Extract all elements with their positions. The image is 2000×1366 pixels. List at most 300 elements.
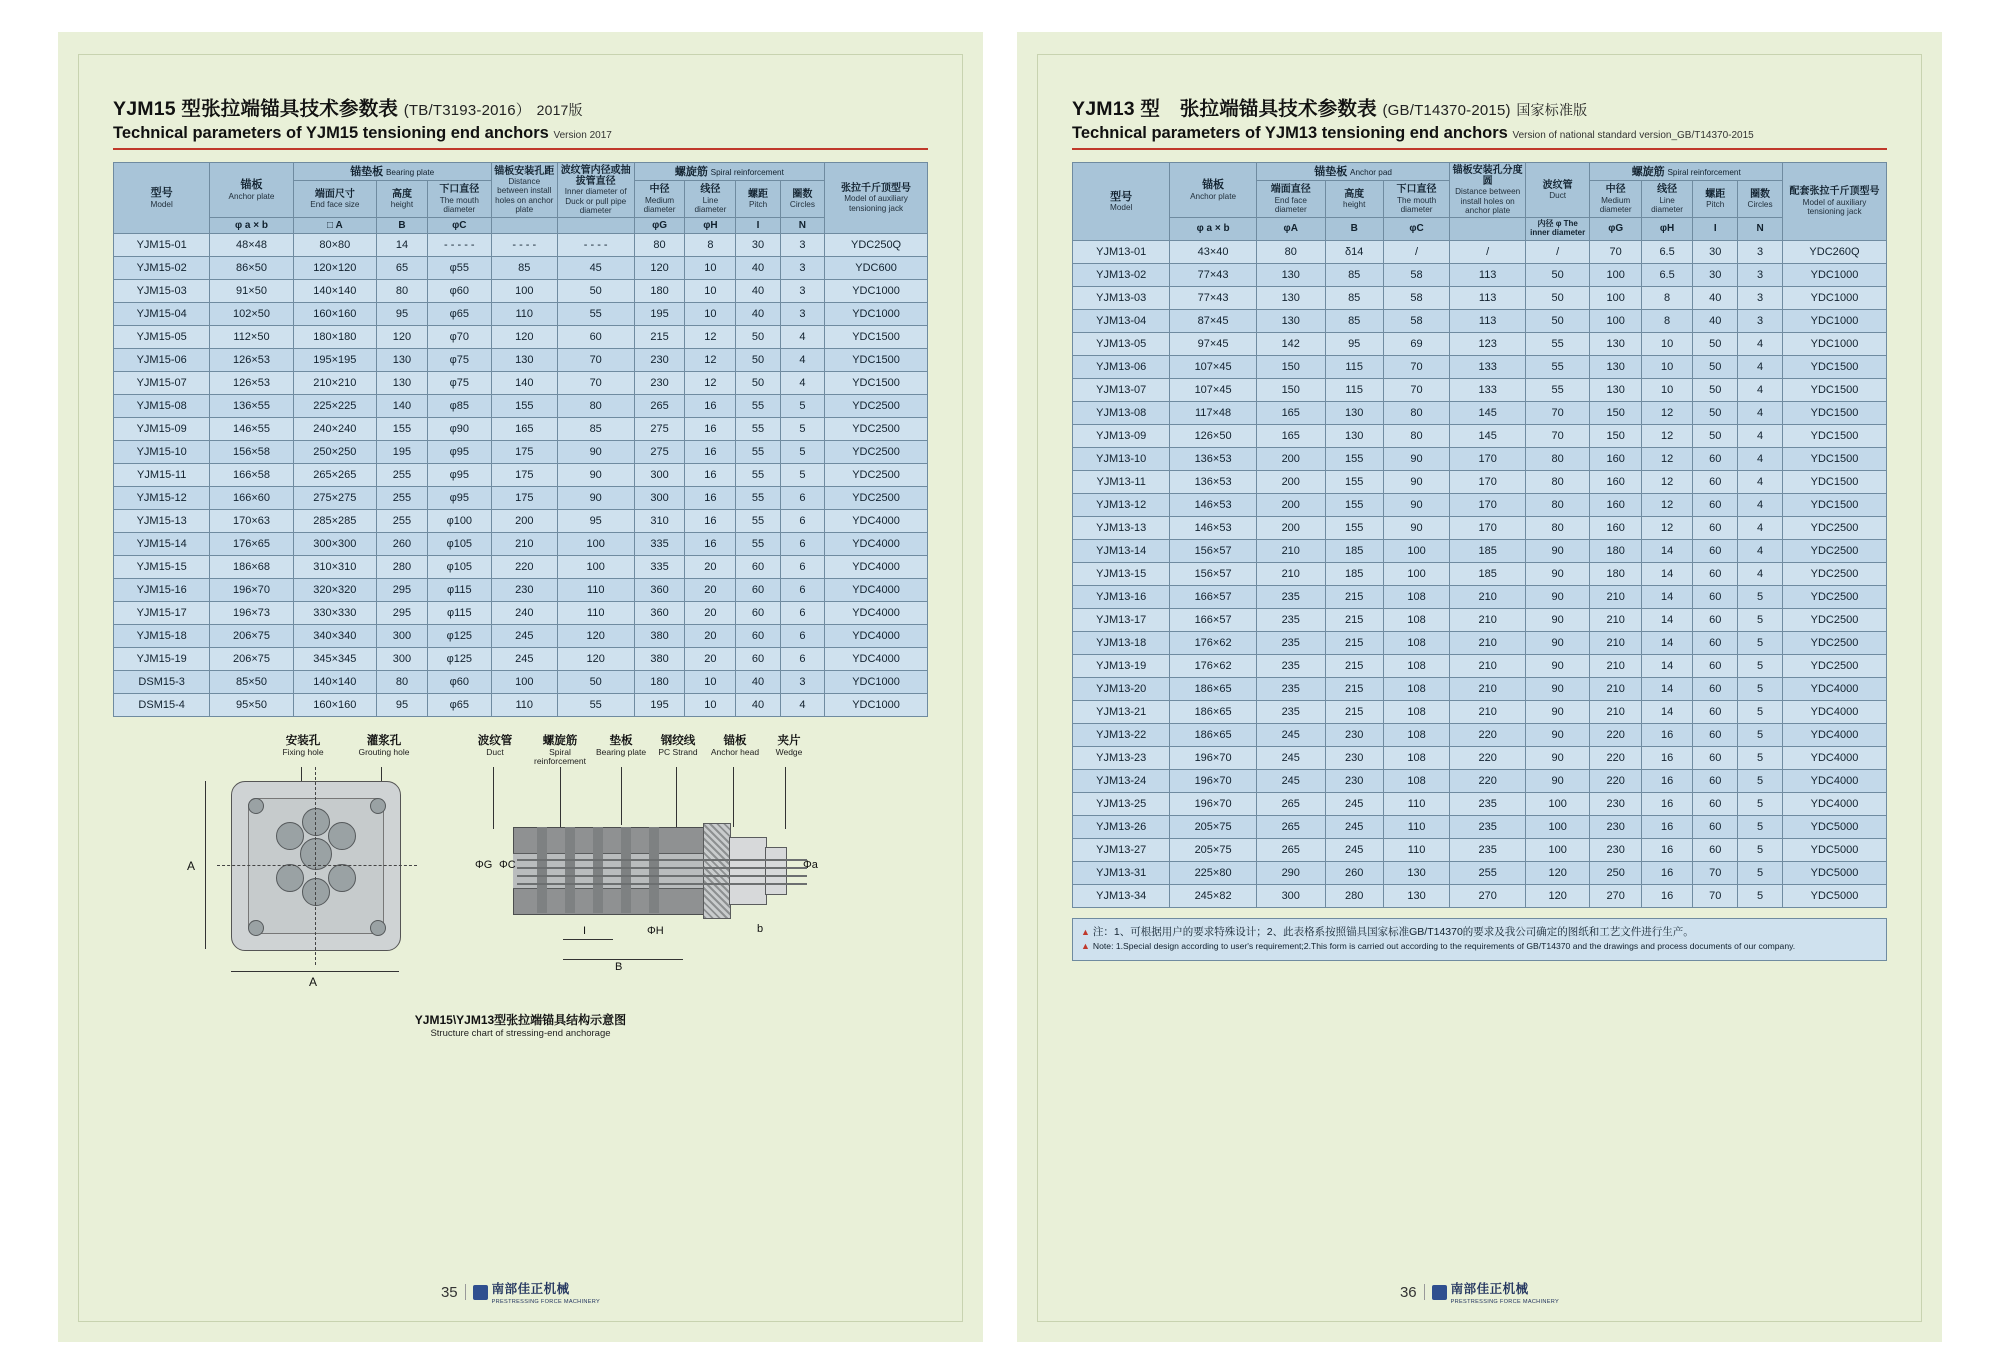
yjm13-cell-r22-c6: 90 <box>1525 746 1590 769</box>
yjm15-cell-r3-c10: 3 <box>780 303 824 326</box>
yjm13-cell-r1-c5: 113 <box>1450 263 1525 286</box>
yjm15-cell-r17-c0: YJM15-18 <box>114 625 210 648</box>
yjm13-cell-r26-c2: 265 <box>1256 838 1325 861</box>
yjm13-cell-r11-c2: 200 <box>1256 493 1325 516</box>
yjm15-cell-r1-c3: 65 <box>377 257 428 280</box>
yjm15-cell-r8-c8: 16 <box>685 418 736 441</box>
yjm13-cell-r12-c1: 146×53 <box>1170 516 1256 539</box>
yjm13-cell-r12-c9: 60 <box>1693 516 1738 539</box>
table-row <box>1073 470 1887 493</box>
yjm13-cell-r22-c1: 196×70 <box>1170 746 1256 769</box>
yjm13-cell-r25-c1: 205×75 <box>1170 815 1256 838</box>
yjm15-cell-r2-c9: 40 <box>736 280 780 303</box>
yjm15-cell-r6-c2: 210×210 <box>293 372 376 395</box>
yjm13-cell-r14-c2: 210 <box>1256 562 1325 585</box>
yjm15-cell-r0-c0: YJM15-01 <box>114 234 210 257</box>
dim-b: b <box>757 923 764 936</box>
yjm13-cell-r6-c3: 115 <box>1325 378 1383 401</box>
yjm13-cell-r13-c5: 185 <box>1450 539 1525 562</box>
yjm13-cell-r6-c5: 133 <box>1450 378 1525 401</box>
yjm13-cell-r3-c1: 87×45 <box>1170 309 1256 332</box>
fixing-hole-tr <box>370 798 386 814</box>
yjm13-cell-r21-c7: 220 <box>1590 723 1641 746</box>
yjm13-cell-r20-c9: 60 <box>1693 700 1738 723</box>
yjm13-cell-r20-c10: 5 <box>1738 700 1783 723</box>
yjm13-cell-r15-c7: 210 <box>1590 585 1641 608</box>
yjm13-cell-r4-c0: YJM13-05 <box>1073 332 1170 355</box>
page-right-content <box>1037 54 1922 1322</box>
table-row <box>1073 562 1887 585</box>
yjm15-cell-r3-c11: YDC1000 <box>825 303 928 326</box>
page-left <box>58 32 983 1342</box>
yjm15-cell-r7-c1: 136×55 <box>210 395 293 418</box>
yjm13-cell-r22-c10: 5 <box>1738 746 1783 769</box>
label-fixing-hole: 安装孔 Fixing hole <box>282 735 324 757</box>
yjm13-cell-r13-c4: 100 <box>1383 539 1450 562</box>
yjm15-cell-r8-c2: 240×240 <box>293 418 376 441</box>
th-end-face-size: 端面尺寸 End face size <box>293 181 376 218</box>
yjm15-cell-r2-c6: 50 <box>557 280 634 303</box>
yjm13-cell-r5-c1: 107×45 <box>1170 355 1256 378</box>
table-row <box>114 510 928 533</box>
yjm15-cell-r20-c6: 55 <box>557 694 634 717</box>
yjm15-cell-r15-c2: 320×320 <box>293 579 376 602</box>
th13-end-face-diameter: 端面直径 End face diameter <box>1256 181 1325 218</box>
yjm13-cell-r26-c9: 60 <box>1693 838 1738 861</box>
yjm13-cell-r14-c9: 60 <box>1693 562 1738 585</box>
yjm15-cell-r3-c8: 10 <box>685 303 736 326</box>
yjm13-cell-r17-c9: 60 <box>1693 631 1738 654</box>
yjm13-cell-r16-c11: YDC2500 <box>1782 608 1886 631</box>
yjm15-cell-r3-c9: 40 <box>736 303 780 326</box>
yjm13-cell-r9-c8: 12 <box>1641 447 1692 470</box>
yjm13-cell-r11-c5: 170 <box>1450 493 1525 516</box>
yjm15-cell-r15-c10: 6 <box>780 579 824 602</box>
yjm15-cell-r7-c11: YDC2500 <box>825 395 928 418</box>
hole-2 <box>328 822 356 850</box>
yjm13-cell-r1-c2: 130 <box>1256 263 1325 286</box>
strand-2 <box>517 867 807 869</box>
yjm13-cell-r3-c3: 85 <box>1325 309 1383 332</box>
yjm13-cell-r13-c8: 14 <box>1641 539 1692 562</box>
left-title-cn <box>113 93 928 121</box>
yjm13-cell-r26-c0: YJM13-27 <box>1073 838 1170 861</box>
yjm13-cell-r18-c10: 5 <box>1738 654 1783 677</box>
yjm15-cell-r1-c0: YJM15-02 <box>114 257 210 280</box>
yjm15-cell-r15-c8: 20 <box>685 579 736 602</box>
yjm15-cell-r13-c5: 210 <box>491 533 557 556</box>
yjm13-cell-r22-c3: 230 <box>1325 746 1383 769</box>
yjm15-cell-r1-c2: 120×120 <box>293 257 376 280</box>
yjm15-cell-r15-c4: φ115 <box>427 579 491 602</box>
yjm13-head-row-1 <box>1073 163 1887 181</box>
table-row <box>1073 884 1887 907</box>
yjm13-cell-r19-c10: 5 <box>1738 677 1783 700</box>
table-row <box>1073 516 1887 539</box>
yjm15-cell-r19-c6: 50 <box>557 671 634 694</box>
yjm15-cell-r18-c4: φ125 <box>427 648 491 671</box>
yjm13-cell-r7-c7: 150 <box>1590 401 1641 424</box>
th-line-diameter: 线径 Line diameter <box>685 181 736 218</box>
yjm13-cell-r2-c10: 3 <box>1738 286 1783 309</box>
yjm13-cell-r22-c9: 60 <box>1693 746 1738 769</box>
yjm15-cell-r11-c11: YDC2500 <box>825 487 928 510</box>
yjm13-cell-r16-c4: 108 <box>1383 608 1450 631</box>
yjm13-cell-r2-c6: 50 <box>1525 286 1590 309</box>
logo-mark-icon <box>473 1285 488 1300</box>
structure-diagram <box>113 735 928 1040</box>
yjm15-cell-r19-c10: 3 <box>780 671 824 694</box>
yjm15-cell-r11-c4: φ95 <box>427 487 491 510</box>
yjm13-cell-r0-c2: 80 <box>1256 240 1325 263</box>
yjm15-cell-r19-c2: 140×140 <box>293 671 376 694</box>
yjm15-cell-r15-c11: YDC4000 <box>825 579 928 602</box>
yjm13-cell-r7-c9: 50 <box>1693 401 1738 424</box>
yjm13-cell-r8-c9: 50 <box>1693 424 1738 447</box>
yjm15-cell-r16-c2: 330×330 <box>293 602 376 625</box>
yjm15-cell-r14-c7: 335 <box>634 556 685 579</box>
yjm15-cell-r15-c0: YJM15-16 <box>114 579 210 602</box>
yjm13-cell-r13-c2: 210 <box>1256 539 1325 562</box>
yjm15-cell-r6-c3: 130 <box>377 372 428 395</box>
table-row <box>114 303 928 326</box>
yjm13-cell-r24-c9: 60 <box>1693 792 1738 815</box>
yjm13-cell-r9-c1: 136×53 <box>1170 447 1256 470</box>
yjm13-cell-r7-c1: 117×48 <box>1170 401 1256 424</box>
yjm15-cell-r6-c1: 126×53 <box>210 372 293 395</box>
yjm13-cell-r14-c1: 156×57 <box>1170 562 1256 585</box>
yjm13-cell-r28-c5: 270 <box>1450 884 1525 907</box>
yjm13-cell-r11-c4: 90 <box>1383 493 1450 516</box>
yjm13-cell-r21-c11: YDC4000 <box>1782 723 1886 746</box>
left-title-cn-text: YJM15 型张拉端锚具技术参数表 <box>113 98 399 120</box>
yjm15-cell-r10-c4: φ95 <box>427 464 491 487</box>
yjm15-cell-r1-c9: 40 <box>736 257 780 280</box>
yjm13-cell-r19-c11: YDC4000 <box>1782 677 1886 700</box>
anchor-pad-face-view <box>231 781 401 951</box>
yjm15-cell-r11-c6: 90 <box>557 487 634 510</box>
yjm15-cell-r14-c9: 60 <box>736 556 780 579</box>
leader-5 <box>621 767 622 825</box>
yjm15-cell-r3-c6: 55 <box>557 303 634 326</box>
th-group-spiral: 螺旋筋 Spiral reinforcement <box>634 163 825 181</box>
footer-separator-right <box>1424 1284 1425 1300</box>
label-pc-strand: 钢绞线 PC Strand <box>658 735 698 757</box>
yjm13-cell-r14-c5: 185 <box>1450 562 1525 585</box>
yjm15-cell-r19-c3: 80 <box>377 671 428 694</box>
table-row <box>114 648 928 671</box>
yjm13-cell-r17-c8: 14 <box>1641 631 1692 654</box>
yjm15-cell-r5-c8: 12 <box>685 349 736 372</box>
yjm13-cell-r15-c11: YDC2500 <box>1782 585 1886 608</box>
table-row <box>114 349 928 372</box>
yjm15-cell-r10-c6: 90 <box>557 464 634 487</box>
yjm13-cell-r25-c9: 60 <box>1693 815 1738 838</box>
yjm13-cell-r16-c3: 215 <box>1325 608 1383 631</box>
yjm13-cell-r8-c6: 70 <box>1525 424 1590 447</box>
yjm13-cell-r4-c8: 10 <box>1641 332 1692 355</box>
yjm15-cell-r7-c2: 225×225 <box>293 395 376 418</box>
yjm15-cell-r15-c9: 60 <box>736 579 780 602</box>
yjm13-cell-r3-c7: 100 <box>1590 309 1641 332</box>
yjm13-cell-r0-c9: 30 <box>1693 240 1738 263</box>
yjm13-cell-r16-c0: YJM13-17 <box>1073 608 1170 631</box>
yjm13-cell-r4-c5: 123 <box>1450 332 1525 355</box>
yjm13-cell-r19-c0: YJM13-20 <box>1073 677 1170 700</box>
table-row <box>114 395 928 418</box>
yjm15-cell-r12-c5: 200 <box>491 510 557 533</box>
yjm15-cell-r16-c7: 360 <box>634 602 685 625</box>
yjm13-cell-r20-c6: 90 <box>1525 700 1590 723</box>
yjm13-cell-r20-c7: 210 <box>1590 700 1641 723</box>
yjm13-cell-r23-c6: 90 <box>1525 769 1590 792</box>
yjm15-cell-r2-c11: YDC1000 <box>825 280 928 303</box>
table-row <box>114 234 928 257</box>
yjm15-cell-r12-c4: φ100 <box>427 510 491 533</box>
note-cn <box>1081 925 1878 941</box>
yjm13-cell-r11-c7: 160 <box>1590 493 1641 516</box>
table-row <box>1073 332 1887 355</box>
yjm13-cell-r23-c3: 230 <box>1325 769 1383 792</box>
yjm15-cell-r17-c3: 300 <box>377 625 428 648</box>
yjm13-cell-r24-c4: 110 <box>1383 792 1450 815</box>
yjm15-cell-r6-c4: φ75 <box>427 372 491 395</box>
duct-rib-3 <box>593 827 603 913</box>
yjm13-cell-r4-c7: 130 <box>1590 332 1641 355</box>
table-row <box>1073 746 1887 769</box>
yjm13-cell-r6-c11: YDC1500 <box>1782 378 1886 401</box>
yjm13-cell-r5-c7: 130 <box>1590 355 1641 378</box>
yjm13-cell-r10-c5: 170 <box>1450 470 1525 493</box>
label-wedge: 夹片 Wedge <box>775 735 803 757</box>
footer-left <box>79 1279 962 1305</box>
yjm15-cell-r2-c8: 10 <box>685 280 736 303</box>
yjm15-cell-r17-c7: 380 <box>634 625 685 648</box>
yjm13-cell-r26-c7: 230 <box>1590 838 1641 861</box>
yjm15-cell-r8-c1: 146×55 <box>210 418 293 441</box>
yjm13-cell-r12-c10: 4 <box>1738 516 1783 539</box>
yjm13-cell-r22-c5: 220 <box>1450 746 1525 769</box>
yjm15-cell-r5-c3: 130 <box>377 349 428 372</box>
yjm13-cell-r18-c11: YDC2500 <box>1782 654 1886 677</box>
yjm13-cell-r15-c3: 215 <box>1325 585 1383 608</box>
yjm13-cell-r23-c9: 60 <box>1693 769 1738 792</box>
yjm13-cell-r3-c5: 113 <box>1450 309 1525 332</box>
yjm13-cell-r6-c4: 70 <box>1383 378 1450 401</box>
yjm15-cell-r2-c0: YJM15-03 <box>114 280 210 303</box>
yjm15-cell-r13-c11: YDC4000 <box>825 533 928 556</box>
yjm13-cell-r18-c4: 108 <box>1383 654 1450 677</box>
yjm13-cell-r25-c7: 230 <box>1590 815 1641 838</box>
yjm15-cell-r4-c7: 215 <box>634 326 685 349</box>
dim-phiC: ΦC <box>499 859 516 872</box>
right-title-cn-text: YJM13 型 张拉端锚具技术参数表 <box>1072 98 1377 120</box>
yjm15-cell-r8-c3: 155 <box>377 418 428 441</box>
yjm15-cell-r14-c11: YDC4000 <box>825 556 928 579</box>
yjm13-cell-r19-c8: 14 <box>1641 677 1692 700</box>
yjm15-cell-r12-c8: 16 <box>685 510 736 533</box>
yjm15-cell-r9-c8: 16 <box>685 441 736 464</box>
hole-3 <box>276 864 304 892</box>
yjm15-cell-r4-c11: YDC1500 <box>825 326 928 349</box>
yjm13-cell-r2-c9: 40 <box>1693 286 1738 309</box>
yjm13-cell-r12-c7: 160 <box>1590 516 1641 539</box>
yjm15-cell-r13-c10: 6 <box>780 533 824 556</box>
yjm13-cell-r10-c4: 90 <box>1383 470 1450 493</box>
yjm15-cell-r2-c4: φ60 <box>427 280 491 303</box>
yjm13-cell-r14-c0: YJM13-15 <box>1073 562 1170 585</box>
yjm13-cell-r4-c11: YDC1000 <box>1782 332 1886 355</box>
yjm13-cell-r6-c9: 50 <box>1693 378 1738 401</box>
yjm15-cell-r0-c7: 80 <box>634 234 685 257</box>
yjm13-cell-r5-c0: YJM13-06 <box>1073 355 1170 378</box>
yjm13-cell-r15-c5: 210 <box>1450 585 1525 608</box>
hole-5 <box>302 808 330 836</box>
yjm15-cell-r11-c2: 275×275 <box>293 487 376 510</box>
yjm13-cell-r14-c4: 100 <box>1383 562 1450 585</box>
th13-unit-anchor-plate: φ a × b <box>1170 217 1256 240</box>
yjm13-table-body <box>1073 240 1887 907</box>
yjm15-cell-r4-c1: 112×50 <box>210 326 293 349</box>
table-row <box>114 464 928 487</box>
yjm15-cell-r5-c6: 70 <box>557 349 634 372</box>
th13-install-hole-pcd: 锚板安装孔分度圆 Distance between install holes on anchor plate <box>1450 163 1525 218</box>
yjm15-cell-r20-c4: φ65 <box>427 694 491 717</box>
yjm15-cell-r5-c0: YJM15-06 <box>114 349 210 372</box>
yjm13-cell-r14-c10: 4 <box>1738 562 1783 585</box>
yjm13-cell-r18-c3: 215 <box>1325 654 1383 677</box>
yjm15-cell-r1-c4: φ55 <box>427 257 491 280</box>
yjm13-cell-r22-c8: 16 <box>1641 746 1692 769</box>
yjm15-cell-r0-c6: - - - - <box>557 234 634 257</box>
yjm13-cell-r27-c0: YJM13-31 <box>1073 861 1170 884</box>
yjm13-cell-r0-c3: δ14 <box>1325 240 1383 263</box>
right-title-rule <box>1072 148 1887 150</box>
yjm13-cell-r17-c1: 176×62 <box>1170 631 1256 654</box>
yjm15-cell-r14-c10: 6 <box>780 556 824 579</box>
yjm15-cell-r17-c9: 60 <box>736 625 780 648</box>
yjm13-cell-r15-c2: 235 <box>1256 585 1325 608</box>
yjm13-cell-r2-c1: 77×43 <box>1170 286 1256 309</box>
yjm13-cell-r0-c4: / <box>1383 240 1450 263</box>
page-left-content <box>78 54 963 1322</box>
page-right <box>1017 32 1942 1342</box>
footer-right <box>1038 1279 1921 1305</box>
yjm13-cell-r0-c8: 6.5 <box>1641 240 1692 263</box>
right-title-version-cn: 国家标准版 <box>1516 102 1588 118</box>
yjm15-cell-r17-c4: φ125 <box>427 625 491 648</box>
yjm13-cell-r18-c2: 235 <box>1256 654 1325 677</box>
yjm13-cell-r28-c2: 300 <box>1256 884 1325 907</box>
yjm15-cell-r20-c0: DSM15-4 <box>114 694 210 717</box>
label-grouting-hole: 灌浆孔 Grouting hole <box>358 735 410 757</box>
yjm13-cell-r20-c2: 235 <box>1256 700 1325 723</box>
right-title-cn <box>1072 93 1887 121</box>
yjm15-cell-r9-c0: YJM15-10 <box>114 441 210 464</box>
yjm13-cell-r28-c7: 270 <box>1590 884 1641 907</box>
right-title-en-sub: Version of national standard version_GB/T14370-2015 <box>1512 130 1754 141</box>
yjm13-cell-r17-c7: 210 <box>1590 631 1641 654</box>
yjm13-cell-r20-c5: 210 <box>1450 700 1525 723</box>
th-anchor-plate: 锚板 Anchor plate <box>210 163 293 218</box>
yjm15-cell-r13-c2: 300×300 <box>293 533 376 556</box>
yjm15-cell-r2-c1: 91×50 <box>210 280 293 303</box>
yjm15-cell-r9-c5: 175 <box>491 441 557 464</box>
yjm15-cell-r20-c7: 195 <box>634 694 685 717</box>
axis-horizontal <box>217 865 417 866</box>
th13-unit-circles: N <box>1738 217 1783 240</box>
yjm13-cell-r6-c6: 55 <box>1525 378 1590 401</box>
th-unit-medium: φG <box>634 217 685 233</box>
yjm13-cell-r18-c0: YJM13-19 <box>1073 654 1170 677</box>
yjm13-cell-r23-c4: 108 <box>1383 769 1450 792</box>
leader-4 <box>560 767 561 827</box>
yjm13-cell-r6-c1: 107×45 <box>1170 378 1256 401</box>
yjm13-cell-r5-c4: 70 <box>1383 355 1450 378</box>
yjm15-cell-r19-c8: 10 <box>685 671 736 694</box>
yjm15-cell-r8-c9: 55 <box>736 418 780 441</box>
yjm15-cell-r17-c2: 340×340 <box>293 625 376 648</box>
yjm13-cell-r1-c0: YJM13-02 <box>1073 263 1170 286</box>
yjm13-cell-r7-c6: 70 <box>1525 401 1590 424</box>
yjm13-cell-r12-c0: YJM13-13 <box>1073 516 1170 539</box>
yjm13-cell-r12-c3: 155 <box>1325 516 1383 539</box>
yjm13-cell-r19-c2: 235 <box>1256 677 1325 700</box>
notes-block <box>1072 918 1887 961</box>
yjm15-cell-r14-c1: 186×68 <box>210 556 293 579</box>
yjm15-cell-r10-c8: 16 <box>685 464 736 487</box>
yjm13-cell-r10-c11: YDC1500 <box>1782 470 1886 493</box>
yjm15-cell-r17-c6: 120 <box>557 625 634 648</box>
yjm13-cell-r6-c2: 150 <box>1256 378 1325 401</box>
yjm13-cell-r9-c5: 170 <box>1450 447 1525 470</box>
yjm15-cell-r18-c8: 20 <box>685 648 736 671</box>
yjm15-cell-r1-c1: 86×50 <box>210 257 293 280</box>
yjm13-cell-r16-c7: 210 <box>1590 608 1641 631</box>
yjm15-cell-r6-c5: 140 <box>491 372 557 395</box>
yjm13-cell-r20-c11: YDC4000 <box>1782 700 1886 723</box>
logo-text-right: 南部佳正机械 PRESTRESSING FORCE MACHINERY <box>1450 1282 1560 1305</box>
yjm13-cell-r15-c0: YJM13-16 <box>1073 585 1170 608</box>
yjm15-cell-r14-c0: YJM15-15 <box>114 556 210 579</box>
yjm15-cell-r0-c2: 80×80 <box>293 234 376 257</box>
yjm15-cell-r4-c2: 180×180 <box>293 326 376 349</box>
yjm13-cell-r7-c8: 12 <box>1641 401 1692 424</box>
yjm15-cell-r4-c10: 4 <box>780 326 824 349</box>
yjm15-cell-r3-c5: 110 <box>491 303 557 326</box>
wedge-section <box>765 847 787 895</box>
yjm15-cell-r2-c3: 80 <box>377 280 428 303</box>
yjm15-cell-r9-c4: φ95 <box>427 441 491 464</box>
yjm13-cell-r5-c6: 55 <box>1525 355 1590 378</box>
right-table-wrap <box>1072 162 1887 908</box>
th-unit-circles: N <box>780 217 824 233</box>
yjm13-cell-r27-c1: 225×80 <box>1170 861 1256 884</box>
dim-I-line <box>563 939 613 940</box>
yjm15-cell-r1-c7: 120 <box>634 257 685 280</box>
yjm15-cell-r2-c10: 3 <box>780 280 824 303</box>
yjm15-cell-r1-c11: YDC600 <box>825 257 928 280</box>
th13-unit-end-face: φA <box>1256 217 1325 240</box>
yjm13-cell-r28-c11: YDC5000 <box>1782 884 1886 907</box>
yjm13-cell-r25-c6: 100 <box>1525 815 1590 838</box>
yjm13-cell-r12-c6: 80 <box>1525 516 1590 539</box>
yjm13-cell-r26-c8: 16 <box>1641 838 1692 861</box>
yjm15-table-body <box>114 234 928 717</box>
yjm13-cell-r13-c0: YJM13-14 <box>1073 539 1170 562</box>
yjm13-cell-r21-c3: 230 <box>1325 723 1383 746</box>
yjm15-cell-r19-c7: 180 <box>634 671 685 694</box>
